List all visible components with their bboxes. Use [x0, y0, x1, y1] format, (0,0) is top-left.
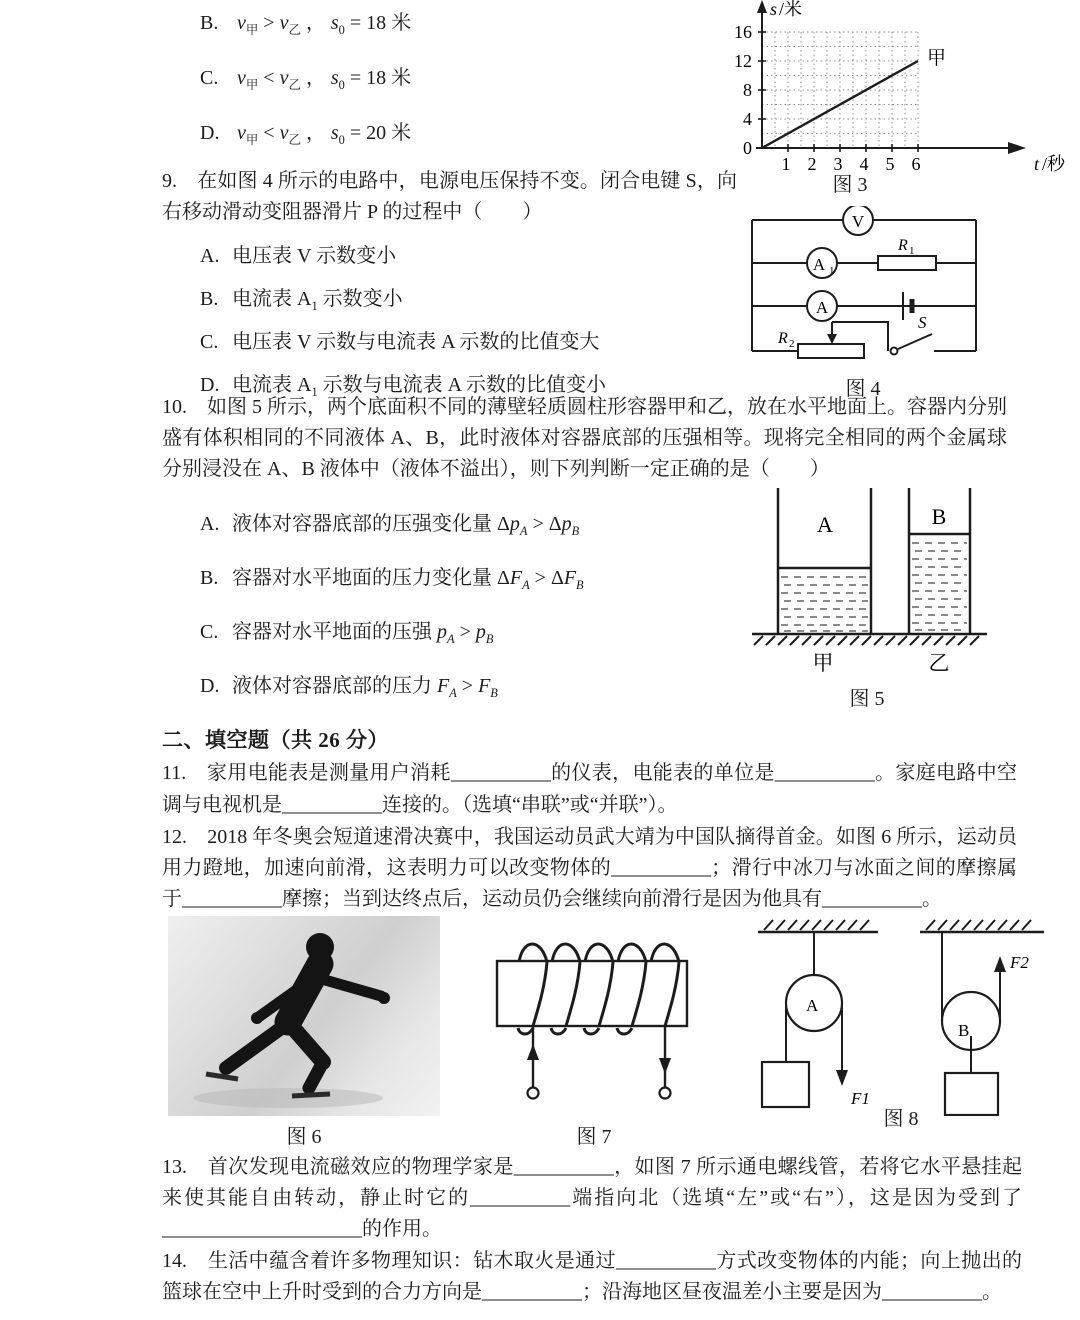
question-14 — [162, 1246, 1022, 1308]
f1-arrow — [836, 1070, 848, 1086]
x-tick-4: 4 — [859, 154, 869, 174]
question-number: 10. — [162, 396, 187, 418]
figure-8 — [748, 916, 1054, 1130]
y-axis-label-var: s — [770, 0, 778, 19]
grid-lines — [762, 32, 918, 148]
skater-body — [226, 964, 381, 1088]
option-text: 液体对容器底部的压强变化量 $\Delta p_A > \Delta p_B$ — [232, 513, 580, 538]
question-number: 11. — [162, 762, 187, 784]
option-text: 液体对容器底部的压力 $F_A > F_B$ — [232, 675, 498, 700]
question-number: 13. — [162, 1156, 187, 1178]
question-text: 家用电能表是测量用户消耗__________的仪表，电能表的单位是__________。家庭电路中空调与电视机是__________连接的。（选填“串联”或“并联”）。 — [162, 762, 1018, 816]
q8-option-c — [200, 63, 411, 93]
ground-hatching — [754, 636, 979, 645]
figure-3 — [695, 0, 1075, 196]
series-label-jia: 甲 — [927, 48, 947, 69]
question-text: 2018 年冬奥会短道速滑决赛中，我国运动员武大靖为中国队摘得首金。如图 6 所示，运动员用力蹬地，加速向前滑，这表明力可以改变物体的__________；滑行中冰刀与冰面之间的摩擦属于__________摩擦；当到达终点后，运动员仍会继续向前滑行是因为他具有__________。 — [162, 826, 1018, 910]
q9-option-c — [200, 327, 737, 357]
y-axis-label-unit: /米 — [779, 0, 803, 19]
f2-arrow — [994, 956, 1006, 972]
x-tick-1: 1 — [781, 154, 791, 174]
q8-option-b — [200, 8, 411, 38]
slider-arrow — [827, 334, 837, 344]
question-number: 9. — [162, 170, 177, 192]
option-label: C. — [200, 621, 219, 643]
option-label: D. — [200, 374, 220, 396]
liquid-a-texture — [781, 577, 868, 631]
option-label: C. — [200, 331, 219, 353]
figure-3-caption: 图 3 — [832, 174, 868, 196]
figure-6 — [168, 916, 440, 1148]
q8-option-d — [200, 118, 411, 148]
liquid-a-label: A — [817, 512, 833, 537]
option-text: 容器对水平地面的压强 $p_A > p_B$ — [232, 621, 494, 646]
r1-sub: 1 — [909, 245, 915, 257]
section-2-heading: 二、填空题（共 26 分） — [162, 728, 389, 752]
r2-sub: 2 — [789, 338, 795, 350]
y-tick-12: 12 — [734, 51, 752, 71]
container-yi-label: 乙 — [928, 651, 950, 675]
voltmeter-label: V — [851, 212, 865, 231]
pulley-b-label: B — [958, 1021, 970, 1040]
option-label: C. — [200, 67, 219, 89]
ammeter1-sub: 1 — [829, 265, 835, 277]
figure-4-caption: 图 4 — [845, 378, 881, 400]
resistor-r1 — [878, 256, 936, 270]
x-tick-3: 3 — [833, 154, 843, 174]
axes — [756, 5, 1012, 148]
switch-contact — [891, 348, 898, 355]
question-11 — [162, 757, 1017, 821]
figure-7 — [472, 916, 716, 1148]
liquid-b-texture — [912, 543, 967, 630]
figure-5-caption: 图 5 — [849, 688, 885, 710]
solenoid-diagram — [472, 916, 716, 1116]
x-tick-6: 6 — [911, 154, 921, 174]
q9-option-b — [200, 284, 737, 314]
q9-options — [200, 241, 737, 400]
option-text: 电压表 V 示数与电流表 A 示数的比值变大 — [232, 331, 600, 353]
container-jia-label: 甲 — [812, 651, 834, 675]
x-axis-label-var: t — [1034, 154, 1040, 174]
option-text: 电压表 V 示数变小 — [232, 245, 397, 267]
x-axis-label-unit: /秒 — [1042, 154, 1066, 174]
option-label: B. — [200, 12, 219, 34]
question-text: 首次发现电流磁效应的物理学家是__________，如图 7 所示通电螺线管，若将它水平悬挂起来使其能自由转动，静止时它的__________端指向北（选填“左”或“右”），这是因为受到了____________________的作用。 — [162, 1156, 1023, 1240]
y-tick-8: 8 — [743, 80, 752, 100]
question-stem: 如图 5 所示，两个底面积不同的薄壁轻质圆柱形容器甲和乙，放在水平地面上。容器内分别盛有体积相同的不同液体 A、B，此时液体对容器底部的压强相等。现将完全相同的两个金属球分别浸没在 A、B 液体中（液体不溢出），则下列判断一定正确的是（ ） — [162, 396, 1007, 480]
question-number: 12. — [162, 826, 187, 848]
question-9 — [162, 166, 737, 400]
pulley-a-label: A — [806, 996, 819, 1015]
skater-helmet — [306, 933, 334, 961]
switch-lever — [898, 334, 932, 349]
q9-option-a — [200, 241, 737, 271]
question-text: 生活中蕴含着许多物理知识：钻木取火是通过__________方式改变物体的内能；向上抛出的篮球在空中上升时受到的合力方向是__________；沿海地区昼夜温差小主要是因为__________。 — [162, 1250, 1023, 1303]
option-text: 容器对水平地面的压力变化量 $\Delta F_A > \Delta F_B$ — [232, 567, 584, 592]
figure-4 — [738, 206, 988, 400]
option-label: D. — [200, 122, 220, 144]
ceiling-right-hatching — [926, 920, 1031, 930]
x-axis-arrow — [1008, 142, 1026, 154]
ice-shadow — [193, 1088, 383, 1108]
option-text: 电流表 $A_1$ 示数变小 — [232, 288, 403, 313]
figure-6-caption: 图 6 — [286, 1126, 322, 1148]
y-axis-arrow — [757, 0, 767, 13]
skater-silhouette — [168, 916, 440, 1116]
liquid-b-label: B — [931, 504, 947, 529]
figure-8-caption: 图 8 — [883, 1108, 919, 1130]
option-text: 电流表 $A_1$ 示数与电流表 A 示数的比值变小 — [232, 374, 606, 399]
question-stem: 在如图 4 所示的电路中，电源电压保持不变。闭合电键 S，向右移动滑动变阻器滑片 P 的过程中（ ） — [162, 170, 738, 223]
circuit-diagram — [740, 206, 986, 368]
r1-label: R — [898, 237, 908, 254]
right-terminal — [660, 1088, 671, 1099]
distance-time-graph — [700, 0, 1070, 178]
question-number: 14. — [162, 1250, 187, 1272]
current-arrow-down — [659, 1058, 671, 1074]
weight-b — [945, 1073, 998, 1115]
f1-label: F1 — [851, 1089, 870, 1108]
option-label: A. — [200, 513, 220, 535]
figure-row — [168, 916, 1054, 1148]
r2-label: R — [778, 330, 788, 347]
x-tick-5: 5 — [885, 154, 895, 174]
ceiling-left-hatching — [764, 920, 869, 930]
rheostat-r2 — [798, 344, 864, 358]
container-jia-walls — [778, 488, 871, 634]
f2-label: F2 — [1010, 953, 1029, 972]
figure-5 — [732, 482, 1002, 710]
y-tick-16: 16 — [734, 22, 752, 42]
option-text: $v_甲 > v_乙$ ， $s_0 = 18$ 米 — [237, 12, 412, 37]
ammeter1-label: A — [812, 255, 826, 274]
option-label: A. — [200, 245, 220, 267]
option-text: $v_甲 < v_乙$ ， $s_0 = 18$ 米 — [237, 67, 412, 92]
question-13 — [162, 1152, 1022, 1245]
option-text: $v_甲 < v_乙$ ， $s_0 = 20$ 米 — [237, 122, 412, 147]
y-tick-0: 0 — [743, 138, 752, 158]
weight-a — [762, 1062, 809, 1107]
figure-7-caption: 图 7 — [576, 1126, 612, 1148]
skater-hand — [251, 1012, 263, 1024]
x-tick-2: 2 — [807, 154, 817, 174]
y-tick-4: 4 — [743, 109, 752, 129]
option-label: B. — [200, 567, 219, 589]
current-arrow-up — [527, 1044, 539, 1060]
skater-photo — [168, 916, 440, 1116]
option-label: B. — [200, 288, 219, 310]
ammeter-label: A — [815, 298, 829, 317]
switch-label: S — [918, 313, 927, 332]
coil-core — [497, 961, 687, 1026]
question-12 — [162, 822, 1017, 915]
skater-hand — [378, 992, 390, 1004]
pulleys-diagram — [748, 916, 1054, 1116]
containers-diagram — [737, 482, 997, 678]
option-label: D. — [200, 675, 220, 697]
left-terminal — [528, 1088, 539, 1099]
